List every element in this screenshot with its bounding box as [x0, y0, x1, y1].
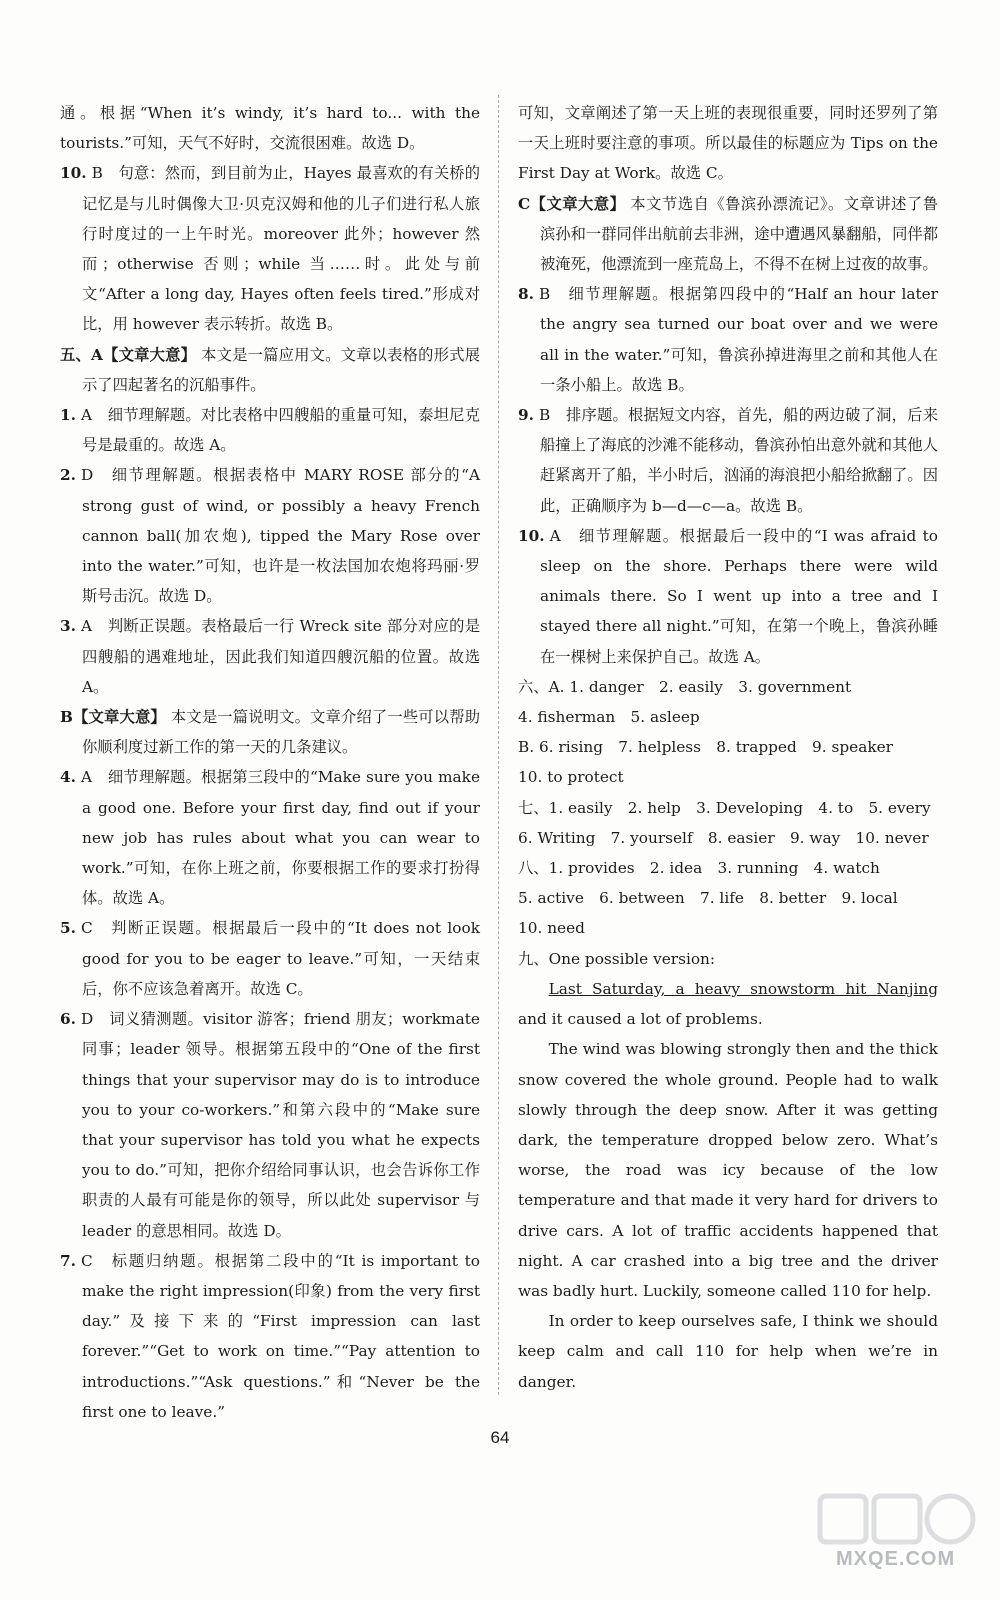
- answer-line: 八、1. provides 2. idea 3. running 4. watch: [518, 859, 880, 878]
- item-text: A 细节理解题。根据第三段中的“Make sure you make a good one. Before your first day, find out if your new job has rules about what you can wear to work.”可知，在你上班之前，你要根据工作的要求打扮得体。故选 A。: [80, 768, 480, 908]
- item-number: C【文章大意】: [518, 194, 626, 213]
- item-number: 2.: [60, 466, 76, 485]
- column-divider: [498, 95, 499, 1395]
- answer-item: [60, 913, 480, 1004]
- right-answer-items: [518, 98, 938, 672]
- answer-line: 六、A. 1. danger 2. easily 3. government: [518, 677, 852, 696]
- page-number: 64: [490, 1428, 510, 1447]
- essay-underlined-sentence: Last Saturday, a heavy snowstorm hit Nanjing: [548, 979, 938, 998]
- essay-paragraph-1-rest: and it caused a lot of problems.: [518, 1010, 763, 1029]
- item-text: A 细节理解题。根据最后一段中的“I was afraid to sleep on the shore. Perhaps there were wild animals there. So I went up into a tree and I stayed there all night.”可知，在第一个晚上，鲁滨孙睡在一棵树上来保护自己。故选 A。: [540, 526, 938, 666]
- answer-line: 6. Writing 7. yourself 8. easier 9. way 10. never: [518, 828, 929, 847]
- item-number: 1.: [60, 406, 76, 425]
- answer-line: 10. to protect: [518, 768, 624, 787]
- essay-paragraph-3: In order to keep ourselves safe, I think we should keep calm and call 110 for help when we’re in danger.: [518, 1312, 938, 1391]
- answer-item: [60, 762, 480, 913]
- item-text: 本文节选自《鲁滨孙漂流记》。文章讲述了鲁滨孙和一群同伴出航前去非洲，途中遭遇风暴翻船，同伴都被淹死，他漂流到一座荒岛上，不得不在树上过夜的故事。: [540, 194, 938, 274]
- right-column: [518, 98, 938, 1397]
- answer-item: [60, 158, 480, 339]
- item-text: 通。根据“When it’s windy, it’s hard to... with the tourists.”可知，天气不好时，交流很困难。故选 D。: [60, 104, 480, 153]
- item-text: B 句意：然而，到目前为止，Hayes 最喜欢的有关桥的记忆是与儿时偶像大卫·贝克汉姆和他的儿子们进行私人旅行时度过的一上午时光。moreover 此外；however 然而；otherwise 否则；while 当……时。此处与前文“After a long day, Hayes often feels tired.”形成对比，用 however 表示转折。故选 B。: [82, 164, 480, 334]
- item-text: C 标题归纳题。根据第二段中的“It is important to make the right impression(印象) from the very first day.”及接下来的“First impression can last forever.”“Get to work on time.”“Pay attention to introductions.”“Ask questions.”和“Never be the first one to leave.”: [80, 1251, 480, 1421]
- item-number: 3.: [60, 617, 76, 636]
- item-text: A 细节理解题。对比表格中四艘船的重量可知，泰坦尼克号是最重的。故选 A。: [80, 406, 480, 455]
- essay: [518, 974, 938, 1397]
- watermark-text: MXQE.COM: [836, 1548, 956, 1570]
- answer-item: [518, 279, 938, 400]
- item-number: 4.: [60, 768, 76, 787]
- answer-line: 4. fisherman 5. asleep: [518, 708, 700, 727]
- answer-item: [60, 1004, 480, 1246]
- item-number: 10.: [518, 526, 545, 545]
- item-text: 本文是一篇说明文。文章介绍了一些可以帮助你顺利度过新工作的第一天的几条建议。: [82, 708, 480, 757]
- answer-item: [518, 98, 938, 189]
- left-column: [60, 98, 480, 1427]
- essay-paragraph-1: [518, 974, 938, 1034]
- answer-item: [60, 340, 480, 400]
- fill-in-answers: [518, 672, 938, 974]
- item-number: 5.: [60, 919, 76, 938]
- item-text: B 细节理解题。根据第四段中的“Half an hour later the angry sea turned our boat over and we were all in the water.”可知，鲁滨孙掉进海里之前和其他人在一条小船上。故选 B。: [538, 285, 938, 394]
- answer-line: B. 6. rising 7. helpless 8. trapped 9. speaker: [518, 738, 893, 757]
- item-number: 10.: [60, 164, 87, 183]
- answer-line: 九、One possible version:: [518, 949, 716, 968]
- item-text: B 排序题。根据短文内容，首先，船的两边破了洞，后来船撞上了海底的沙滩不能移动，鲁滨孙怕出意外就和其他人赶紧离开了船，半小时后，汹涌的海浪把小船给掀翻了。因此，正确顺序为 b—d—c—a。故选 B。: [538, 406, 938, 515]
- answer-item: [518, 189, 938, 280]
- item-number: 9.: [518, 406, 534, 425]
- item-number: 6.: [60, 1010, 76, 1029]
- answer-line: 10. need: [518, 919, 585, 938]
- item-text: D 词义猜测题。visitor 游客；friend 朋友；workmate 同事；leader 领导。根据第五段中的“One of the first things that your supervisor may do is to introduce you to your co-workers.”和第六段中的“Make sure that your supervisor has told you what he expects you to do.”可知，把你介绍给同事认识，也会告诉你工作职责的人最有可能是你的领导，所以此处 supervisor 与 leader 的意思相同。故选 D。: [80, 1010, 480, 1240]
- item-text: D 细节理解题。根据表格中 MARY ROSE 部分的“A strong gust of wind, or possibly a heavy French cannon ball(加农炮), tipped the Mary Rose over into the water.”可知，也许是一枚法国加农炮将玛丽·罗斯号击沉。故选 D。: [80, 466, 480, 606]
- item-number: 8.: [518, 285, 534, 304]
- answer-line: 5. active 6. between 7. life 8. better 9. local: [518, 889, 898, 908]
- item-text: 本文是一篇应用文。文章以表格的形式展示了四起著名的沉船事件。: [82, 345, 480, 394]
- item-text: 可知，文章阐述了第一天上班的表现很重要，同时还罗列了第一天上班时要注意的事项。所以最佳的标题应为 Tips on the First Day at Work。故选 C。: [518, 104, 938, 183]
- item-text: A 判断正误题。表格最后一行 Wreck site 部分对应的是四艘船的遇难地址，因此我们知道四艘沉船的位置。故选 A。: [80, 617, 480, 696]
- item-number: 五、A【文章大意】: [60, 345, 197, 364]
- item-text: C 判断正误题。根据最后一段中的“It does not look good for you to be eager to leave.”可知，一天结束后，你不应该急着离开。故选 C。: [80, 919, 480, 998]
- answer-item: [518, 400, 938, 521]
- answer-item: [60, 1246, 480, 1427]
- answer-line: 七、1. easily 2. help 3. Developing 4. to 5. every: [518, 798, 931, 817]
- answer-item: [60, 400, 480, 460]
- item-number: B【文章大意】: [60, 708, 166, 727]
- answer-item: [60, 98, 480, 158]
- answer-item: [60, 611, 480, 702]
- answer-item: [60, 702, 480, 762]
- essay-paragraph-2: The wind was blowing strongly then and the thick snow covered the whole ground. People had to walk slowly through the deep snow. After it was getting dark, the temperature dropped below zero. What’s worse, the road was icy because of the low temperature and that made it very hard for drivers to drive cars. A lot of traffic accidents happened that night. A car crashed into a big tree and the driver was badly hurt. Luckily, someone called 110 for help.: [518, 1040, 938, 1300]
- item-number: 7.: [60, 1251, 76, 1270]
- answer-item: [518, 521, 938, 672]
- answer-item: [60, 460, 480, 611]
